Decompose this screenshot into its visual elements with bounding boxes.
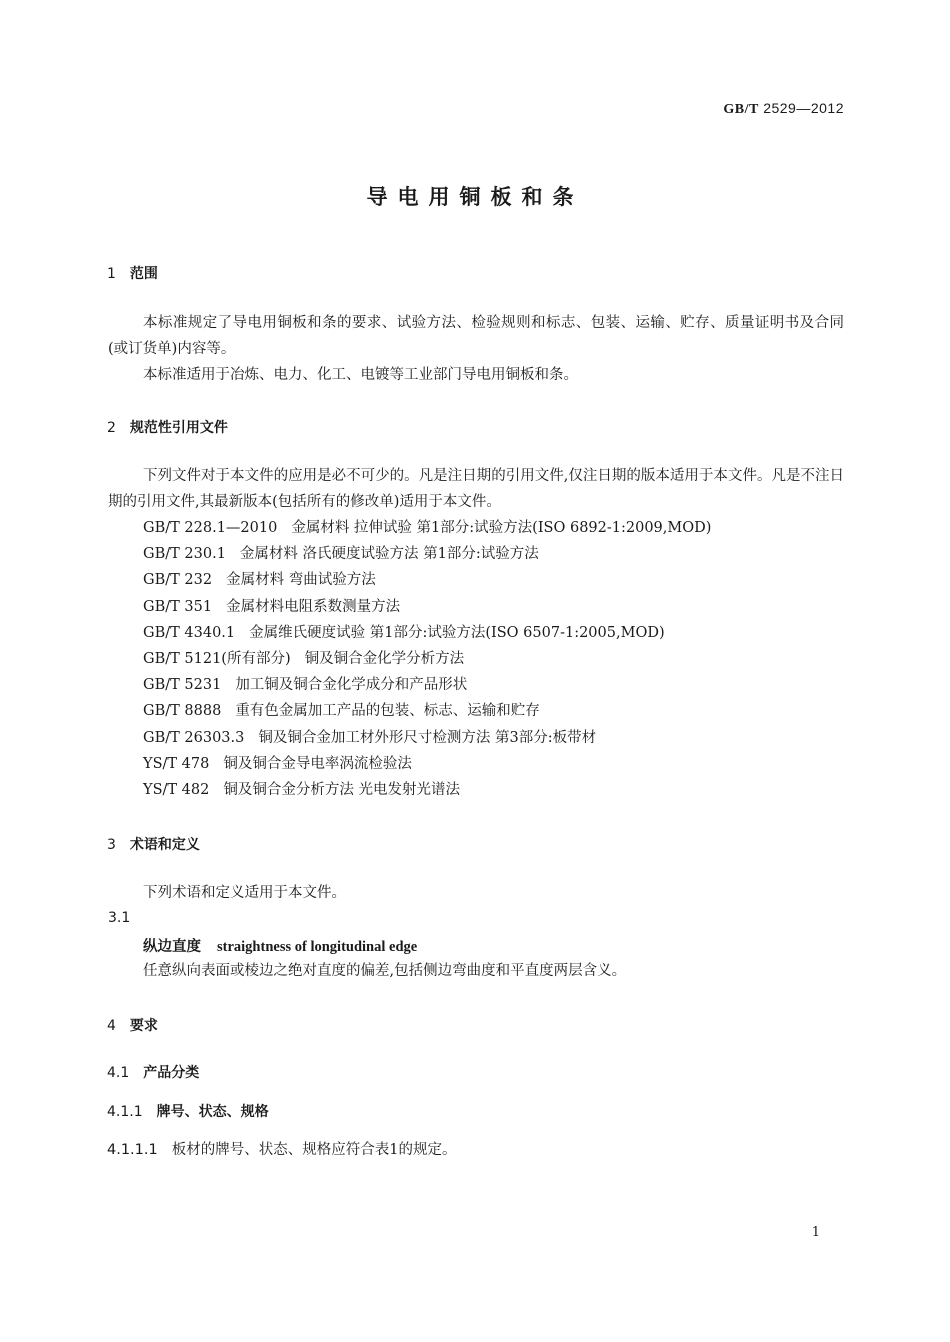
reference-title: 金属材料 洛氏硬度试验方法 第1部分:试验方法	[239, 546, 539, 563]
reference-title: 铜及铜合金加工材外形尺寸检测方法 第3部分:板带材	[258, 729, 597, 746]
reference-item	[143, 698, 711, 724]
section-title: 产品分类	[143, 1065, 200, 1081]
reference-code: GB/T 230.1	[143, 546, 226, 563]
section-number: 4.1	[107, 1065, 130, 1081]
standard-number	[723, 100, 844, 118]
section-1-heading	[107, 263, 158, 283]
reference-code: GB/T 351	[143, 598, 213, 615]
standard-code: 2529—2012	[758, 100, 844, 116]
reference-item	[143, 594, 711, 620]
section-title: 牌号、状态、规格	[156, 1104, 269, 1120]
reference-code: GB/T 5121(所有部分)	[143, 651, 291, 668]
clause-number: 4.1.1.1	[107, 1142, 158, 1158]
section-3-heading	[107, 834, 200, 854]
references-intro: 下列文件对于本文件的应用是必不可少的。凡是注日期的引用文件,仅注日期的版本适用于本文件。凡是不注日期的引用文件,其最新版本(包括所有的修改单)适用于本文件。	[108, 468, 844, 510]
section-number: 2	[107, 420, 116, 436]
term-definition: 任意纵向表面或棱边之绝对直度的偏差,包括侧边弯曲度和平直度两层含义。	[143, 963, 627, 979]
reference-title: 金属维氏硬度试验 第1部分:试验方法(ISO 6507-1:2005,MOD)	[249, 624, 665, 641]
section-number: 4.1.1	[107, 1104, 143, 1120]
reference-list	[143, 515, 711, 803]
term-chinese: 纵边直度	[143, 939, 201, 955]
reference-item	[143, 646, 711, 672]
reference-item	[143, 515, 711, 541]
section-number: 1	[107, 266, 116, 282]
section-title: 术语和定义	[129, 837, 200, 853]
reference-title: 加工铜及铜合金化学成分和产品形状	[235, 677, 468, 694]
reference-title: 金属材料 拉伸试验 第1部分:试验方法(ISO 6892-1:2009,MOD)	[291, 520, 712, 536]
reference-code: GB/T 26303.3	[143, 729, 245, 746]
reference-title: 铜及铜合金化学分析方法	[304, 651, 465, 668]
term-entry	[143, 935, 417, 956]
reference-code: YS/T 478	[143, 755, 210, 772]
clause-4-1-1-1	[107, 1138, 456, 1159]
reference-code: GB/T 8888	[143, 703, 222, 720]
reference-item	[143, 541, 711, 567]
section-4-heading	[107, 1015, 158, 1035]
section-title: 范围	[129, 266, 158, 282]
standard-prefix: GB/T	[723, 102, 759, 117]
reference-title: 金属材料 弯曲试验方法	[226, 572, 376, 589]
reference-code: GB/T 232	[143, 572, 213, 589]
reference-code: GB/T 228.1—2010	[143, 520, 278, 536]
reference-item	[143, 777, 711, 803]
section-number: 4	[107, 1018, 116, 1034]
reference-title: 金属材料电阻系数测量方法	[226, 598, 401, 615]
scope-paragraph-1: 本标准规定了导电用铜板和条的要求、试验方法、检验规则和标志、包装、运输、贮存、质量证明书及合同(或订货单)内容等。	[108, 315, 844, 357]
reference-code: GB/T 4340.1	[143, 624, 236, 641]
section-number: 3	[107, 837, 116, 853]
reference-item	[143, 620, 711, 646]
clause-text: 板材的牌号、状态、规格应符合表1的规定。	[171, 1142, 457, 1158]
section-2-heading	[107, 417, 228, 437]
reference-item	[143, 751, 711, 777]
reference-title: 铜及铜合金导电率涡流检验法	[223, 755, 412, 772]
terms-intro: 下列术语和定义适用于本文件。	[143, 885, 346, 901]
reference-item	[143, 672, 711, 698]
term-number: 3.1	[108, 910, 131, 926]
term-english: straightness of longitudinal edge	[217, 939, 418, 955]
reference-title: 铜及铜合金分析方法 光电发射光谱法	[223, 782, 460, 799]
page-number: 1	[811, 1225, 820, 1240]
section-title: 规范性引用文件	[129, 420, 228, 436]
reference-title: 重有色金属加工产品的包装、标志、运输和贮存	[235, 703, 540, 720]
scope-paragraph-2: 本标准适用于冶炼、电力、化工、电镀等工业部门导电用铜板和条。	[143, 367, 578, 383]
reference-code: YS/T 482	[143, 782, 210, 799]
section-4-1-heading	[107, 1062, 199, 1082]
section-title: 要求	[129, 1018, 158, 1034]
section-4-1-1-heading	[107, 1101, 269, 1121]
reference-item	[143, 567, 711, 593]
reference-item	[143, 725, 711, 751]
document-title: 导电用铜板和条	[366, 185, 584, 209]
reference-code: GB/T 5231	[143, 677, 222, 694]
